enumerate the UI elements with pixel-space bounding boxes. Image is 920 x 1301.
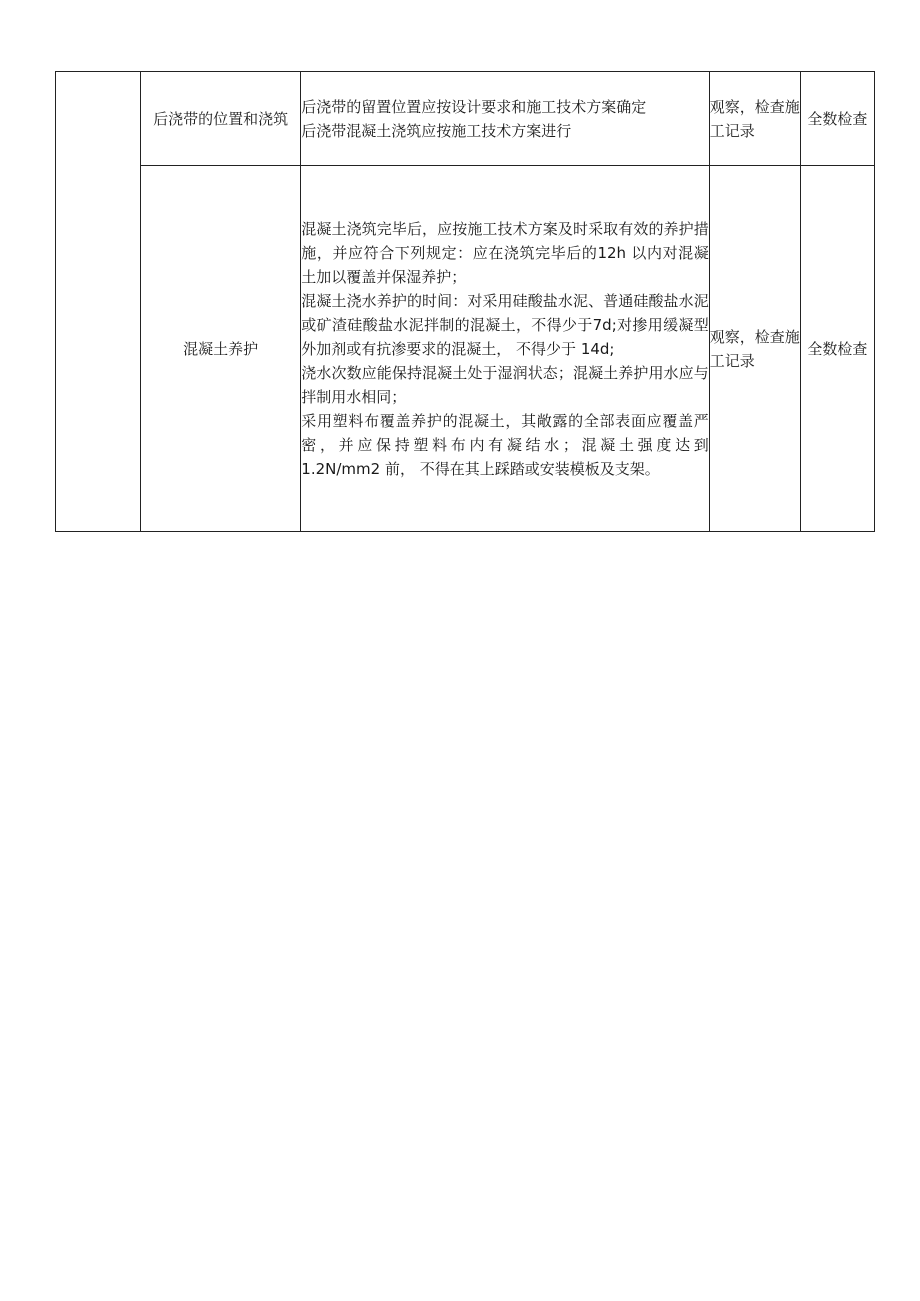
item-cell: 后浇带的位置和浇筑 — [141, 72, 301, 166]
requirement-line: 浇水次数应能保持混凝土处于湿润状态；混凝土养护用水应与拌制用水相同； — [301, 363, 709, 406]
inspection-quantity-cell: 全数检查 — [800, 166, 874, 532]
requirement-line: 混凝土浇水养护的时间：对采用硅酸盐水泥、普通硅酸盐水泥或矿渣硅酸盐水泥拌制的混凝土，不得少于7d;对掺用缓凝型外加剂或有抗渗要求的混凝土， 不得少于 14d; — [301, 291, 709, 358]
table-row — [56, 72, 875, 166]
table-row — [56, 166, 875, 532]
item-cell: 混凝土养护 — [141, 166, 301, 532]
requirement-line: 后浇带混凝土浇筑应按施工技术方案进行 — [301, 121, 572, 140]
inspection-method-cell: 观察，检查施工记录 — [709, 72, 800, 166]
requirement-cell — [301, 72, 709, 166]
inspection-method-cell: 观察，检查施工记录 — [709, 166, 800, 532]
requirement-line: 采用塑料布覆盖养护的混凝土，其敞露的全部表面应覆盖严密，并应保持塑料布内有凝结水；混凝土强度达到 1.2N/mm2 前， 不得在其上踩踏或安装模板及支架。 — [301, 411, 709, 478]
category-cell — [56, 72, 141, 532]
inspection-table — [55, 71, 875, 532]
requirement-cell — [301, 166, 709, 532]
inspection-quantity-cell: 全数检查 — [800, 72, 874, 166]
requirement-line: 混凝土浇筑完毕后，应按施工技术方案及时采取有效的养护措施，并应符合下列规定：应在浇筑完毕后的12h 以内对混凝土加以覆盖并保湿养护； — [301, 219, 709, 286]
requirement-line: 后浇带的留置位置应按设计要求和施工技术方案确定 — [301, 97, 647, 116]
